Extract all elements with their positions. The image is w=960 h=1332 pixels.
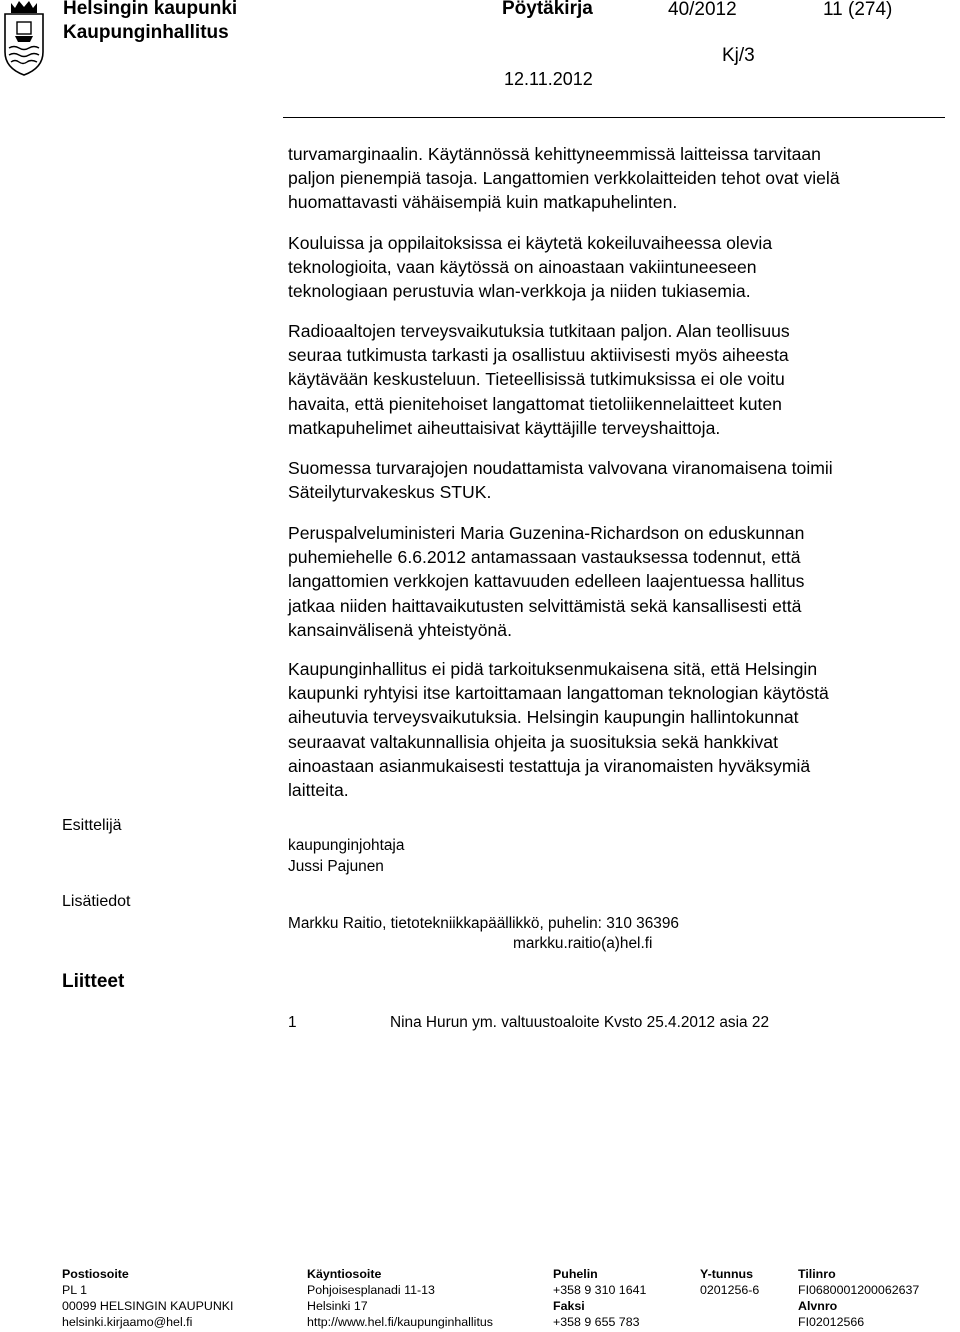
paragraph-line: laitteita. [288,780,349,801]
attachment-link[interactable]: Nina Hurun ym. valtuustoaloite Kvsto 25.4.2012 asia 22 [390,1014,770,1031]
header-date: 12.11.2012 [504,69,593,89]
info-email[interactable]: markku.raitio(a)hel.fi [513,935,653,952]
footer-phone [553,1266,646,1330]
footer-phone-title: Puhelin [553,1267,598,1281]
paragraph-line: käytävään keskusteluun. Tieteellisissä tutkimuksissa ei ole voitu [288,369,785,390]
header-org: Helsingin kaupunki [63,0,238,19]
paragraph-line: aiheutuvia terveysvaikutuksia. Helsingin kaupungin hallintokunnat [288,707,799,728]
footer-account-title: Tilinro [798,1267,836,1281]
paragraph-2 [288,231,928,304]
paragraph-6 [288,657,928,802]
footer-business-id-value: 0201256-6 [700,1283,760,1297]
footer-website-link[interactable]: http://www.hel.fi/kaupunginhallitus [307,1315,493,1329]
paragraph-line: kansainvälisenä yhteistyönä. [288,619,512,640]
paragraph-4 [288,456,928,504]
header-doc-type: Pöytäkirja [502,0,593,19]
info-contact: Markku Raitio, tietotekniikkapäällikkö, puhelin: 310 36396 [288,915,679,932]
footer-postal-title: Postiosoite [62,1267,129,1281]
paragraph-line: teknologioita, vaan käytössä on ainoastaan vakiintuneeseen [288,257,757,278]
paragraph-line: Peruspalveluministeri Maria Guzenina-Richardson on eduskunnan [288,523,805,543]
paragraph-line: havaita, että pienitehoiset langattomat tietoliikennelaitteet kuten [288,393,782,414]
footer-fax-title: Faksi [553,1299,585,1313]
paragraph-line: Kouluissa ja oppilaitoksissa ei käytetä kokeiluvaiheessa olevia [288,233,773,253]
paragraph-line: Suomessa turvarajojen noudattamista valvovana viranomaisena toimii [288,458,833,478]
paragraph-line: teknologiaan perustuvia wlan-verkkoja ja niiden tukiasemia. [288,281,751,302]
paragraph-3 [288,319,928,440]
presenter-title: kaupunginjohtaja [288,837,405,854]
paragraph-line: turvamarginaalin. Käytännössä kehittyneemmissä laitteissa tarvitaan [288,144,821,164]
footer-email-link[interactable]: helsinki.kirjaamo@hel.fi [62,1315,193,1329]
paragraph-5 [288,521,928,642]
paragraph-line: langattomien verkkojen kattavuuden edelleen laajentuessa hallitus [288,571,805,592]
footer-postal [62,1266,233,1330]
paragraph-line: paljon pienempiä tasoja. Langattomien verkkolaitteiden tehot ovat vielä [288,168,840,189]
footer-postal-line: PL 1 [62,1283,88,1297]
footer-visiting [307,1266,493,1330]
footer-visiting-title: Käyntiosoite [307,1267,382,1281]
footer-business-id-title: Y-tunnus [700,1267,753,1281]
attachment-number: 1 [288,1014,297,1031]
helsinki-crest-icon [2,0,46,76]
paragraph-line: seuraa tutkimusta tarkasti ja osallistuu aktiivisesti myös aiheesta [288,345,789,366]
paragraph-line: Kaupunginhallitus ei pidä tarkoituksenmukaisena sitä, että Helsingin [288,659,818,679]
paragraph-line: kaupunki ryhtyisi itse kartoittamaan langattoman teknologian käytöstä [288,683,829,704]
presenter-name: Jussi Pajunen [288,858,384,875]
paragraph-line: Radioaaltojen terveysvaikutuksia tutkitaan paljon. Alan teollisuus [288,321,790,341]
footer-phone-value: +358 9 310 1641 [553,1283,647,1297]
footer-vat-value: FI02012566 [798,1315,865,1329]
footer-visiting-line: Helsinki 17 [307,1299,368,1313]
footer-fax-value: +358 9 655 783 [553,1315,640,1329]
paragraph-line: jatkaa niiden haittavaikutusten selvittämistä sekä kansallisesti että [288,595,802,616]
footer-account [798,1266,919,1330]
paragraph-line: Säteilyturvakeskus STUK. [288,482,492,503]
footer-postal-line: 00099 HELSINGIN KAUPUNKI [62,1299,234,1313]
header-body: Kaupunginhallitus [63,22,229,43]
attachments-label: Liitteet [62,971,125,992]
header-page: 11 (274) [823,0,893,20]
paragraph-line: matkapuhelimet aiheuttaisivat käyttäjille terveyshaittoja. [288,417,721,438]
paragraph-line: seuraavat valtakunnallisia ohjeita ja suosituksia sekä hankkivat [288,731,778,752]
paragraph-1 [288,142,928,215]
header-section: Kj/3 [722,45,755,66]
footer-vat-title: Alvnro [798,1299,838,1313]
footer-account-value: FI0680001200062637 [798,1283,920,1297]
presenter-label: Esittelijä [62,817,122,834]
footer-business-id [700,1266,759,1298]
header-rule [283,117,945,118]
footer-visiting-line: Pohjoisesplanadi 11-13 [307,1283,435,1297]
header-number: 40/2012 [668,0,737,20]
paragraph-line: ainoastaan asianmukaisesti testattuja ja viranomaisten hyväksymiä [288,755,811,776]
info-label: Lisätiedot [62,893,131,910]
paragraph-line: huomattavasti vähäisempiä kuin matkapuhelinten. [288,192,678,213]
paragraph-line: puhemiehelle 6.6.2012 antamassaan vastauksessa todennut, että [288,547,801,568]
